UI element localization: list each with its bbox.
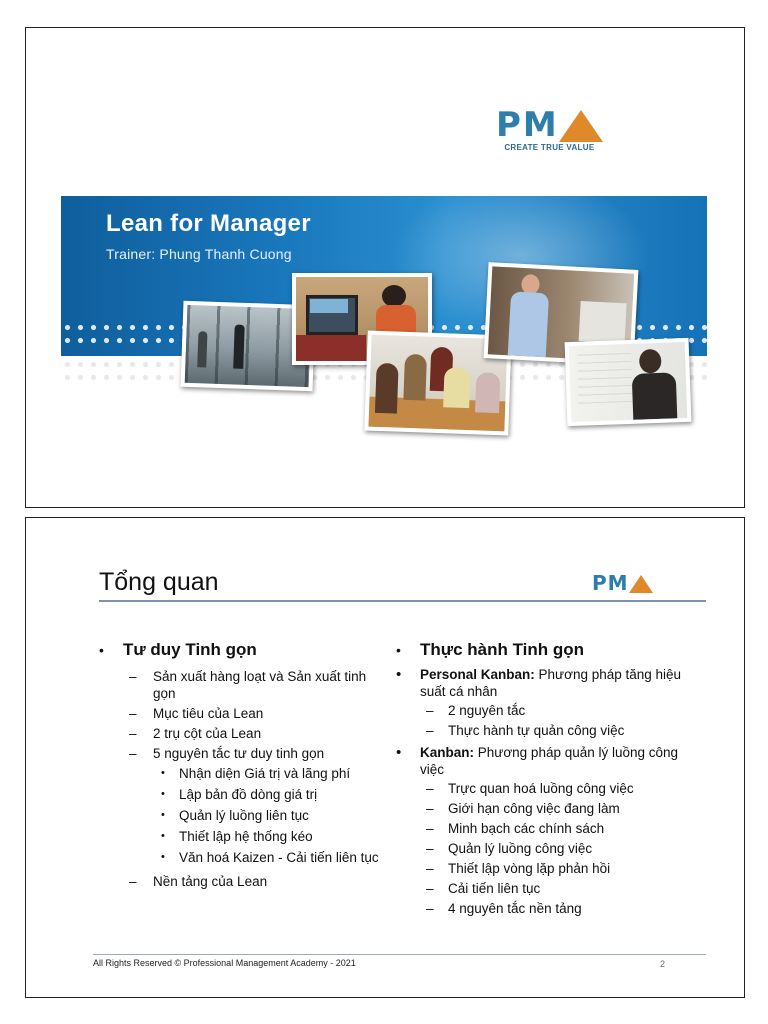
sub-list-item: • Văn hoá Kaizen - Cải tiến liên tục [99,849,389,866]
footer-copyright: All Rights Reserved © Professional Management Academy - 2021 [93,958,356,968]
list-item: – Cải tiến liên tục [396,880,696,897]
group-label: Personal Kanban: [420,667,535,682]
group-kanban [396,744,696,778]
left-column [99,640,389,893]
list-item: – 4 nguyên tắc nền tảng [396,900,696,917]
group-desc: Phương pháp quản lý luồng công việc [420,745,679,777]
overview-slide [25,517,745,998]
list-item: – 5 nguyên tắc tư duy tinh gọn [99,745,389,762]
list-item: – Sản xuất hàng loạt và Sản xuất tinh gọn [99,668,389,702]
presentation-title: Lean for Manager [106,210,311,237]
page-number: 2 [660,959,666,969]
list-item: – Trực quan hoá luồng công việc [396,780,696,797]
right-heading: • Thực hành Tinh gọn [396,640,696,660]
logo-triangle-icon [629,575,653,593]
right-column [396,640,696,920]
group-personal-kanban [396,666,696,700]
title-slide [25,27,745,508]
trainer-name: Trainer: Phung Thanh Cuong [106,246,292,262]
logo-triangle-icon [559,110,603,142]
thinking-man-photo [565,338,692,426]
list-item: – Quản lý luồng công việc [396,840,696,857]
list-item: – Thiết lập vòng lặp phản hồi [396,860,696,877]
sub-list-item: • Thiết lập hệ thống kéo [99,828,389,845]
slide-title: Tổng quan [99,568,219,596]
title-underline [99,600,706,602]
list-item: – Thực hành tự quản công việc [396,722,696,739]
list-item: – Mục tiêu của Lean [99,705,389,722]
list-item: – 2 nguyên tắc [396,702,696,719]
sub-list-item: • Quản lý luồng liên tục [99,807,389,824]
sub-list-item: • Lập bản đồ dòng giá trị [99,786,389,803]
sub-list-item: • Nhận diện Giá trị và lãng phí [99,765,389,782]
list-item: – 2 trụ cột của Lean [99,725,389,742]
footer-rule [93,954,706,955]
list-item: – Giới hạn công việc đang làm [396,800,696,817]
group-label: Kanban: [420,745,474,760]
brand-tagline: CREATE TRUE VALUE [504,143,595,152]
list-item: – Nền tảng của Lean [99,873,389,890]
group-desc: Phương pháp tăng hiệu suất cá nhân [420,667,682,699]
list-item: – Minh bạch các chính sách [396,820,696,837]
brand-logo-small: P M [592,573,653,593]
left-heading: • Tư duy Tinh gọn [99,640,389,660]
brand-logo: P M CREATE TRUE VALUE [496,108,603,152]
